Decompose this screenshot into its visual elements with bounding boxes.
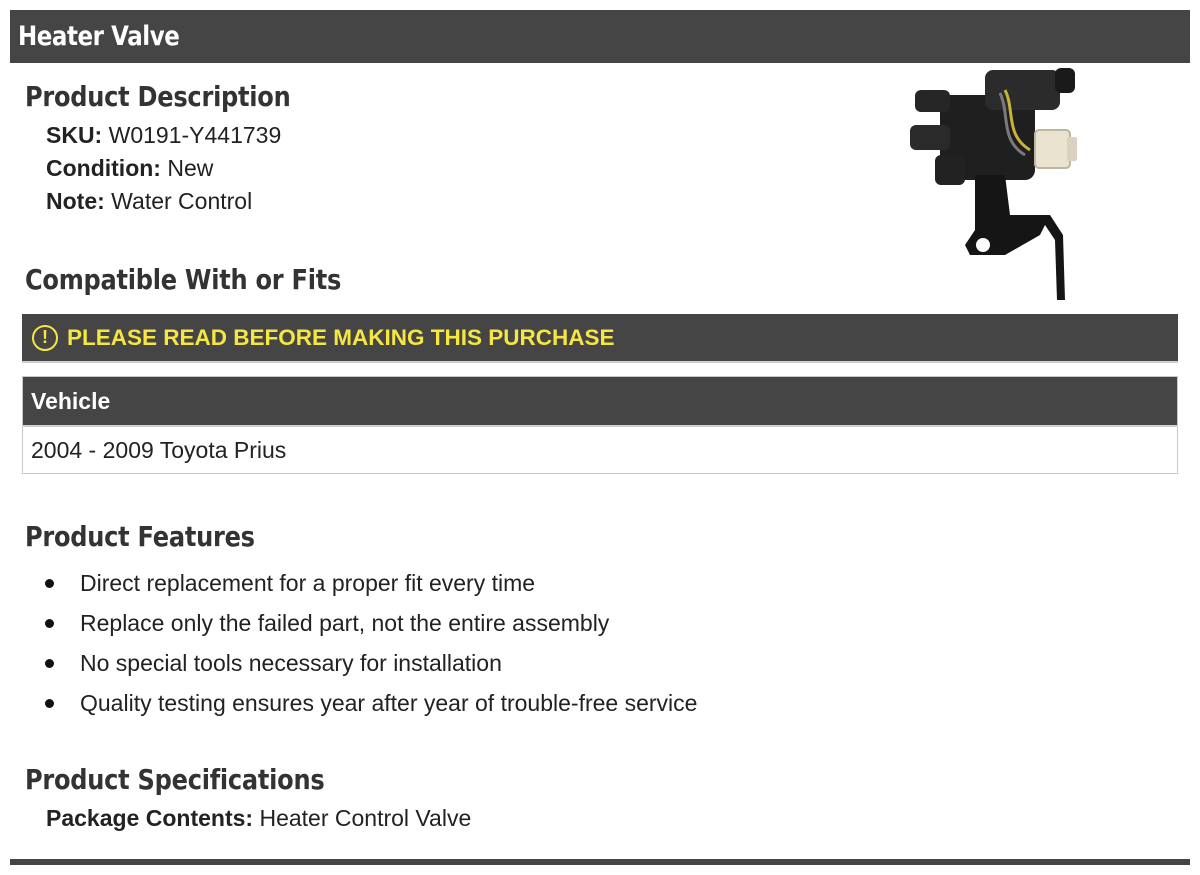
condition-line <box>46 155 213 182</box>
list-item <box>42 683 697 723</box>
condition-label: Condition: <box>46 155 161 181</box>
package-contents-line <box>46 805 471 832</box>
list-item <box>42 563 697 603</box>
package-value: Heater Control Valve <box>259 805 472 831</box>
note-line <box>46 188 252 215</box>
page-header <box>10 10 1190 63</box>
note-label: Note: <box>46 188 105 214</box>
package-label: Package Contents: <box>46 805 254 831</box>
bullet-icon <box>45 699 54 708</box>
product-features-title: Product Features <box>25 520 255 553</box>
sku-line <box>46 122 281 149</box>
compatible-title: Compatible With or Fits <box>25 263 342 296</box>
page-title: Heater Valve <box>18 21 180 52</box>
product-description-title: Product Description <box>25 80 291 113</box>
feature-text: Replace only the failed part, not the entire assembly <box>80 610 610 636</box>
warning-text: PLEASE READ BEFORE MAKING THIS PURCHASE <box>67 324 615 350</box>
exclamation-circle-icon: ! <box>32 325 58 351</box>
product-image <box>905 65 1085 305</box>
bullet-icon <box>45 659 54 668</box>
purchase-warning-bar <box>22 314 1178 363</box>
product-specifications-title: Product Specifications <box>25 763 325 796</box>
note-value: Water Control <box>111 188 253 214</box>
feature-text: Direct replacement for a proper fit every time <box>80 570 536 596</box>
vehicle-column-header: Vehicle <box>23 377 1178 427</box>
list-item <box>42 643 697 683</box>
bullet-icon <box>45 619 54 628</box>
feature-text: No special tools necessary for installation <box>80 650 502 676</box>
bullet-icon <box>45 579 54 588</box>
table-header-row <box>23 377 1178 427</box>
bottom-divider <box>10 859 1190 865</box>
table-row <box>23 426 1178 474</box>
feature-text: Quality testing ensures year after year of trouble-free service <box>80 690 698 716</box>
sku-label: SKU: <box>46 122 103 148</box>
vehicle-table <box>22 376 1178 474</box>
list-item <box>42 603 697 643</box>
sku-value: W0191-Y441739 <box>108 122 282 148</box>
condition-value: New <box>167 155 214 181</box>
vehicle-cell: 2004 - 2009 Toyota Prius <box>31 436 287 463</box>
features-list <box>42 563 697 723</box>
